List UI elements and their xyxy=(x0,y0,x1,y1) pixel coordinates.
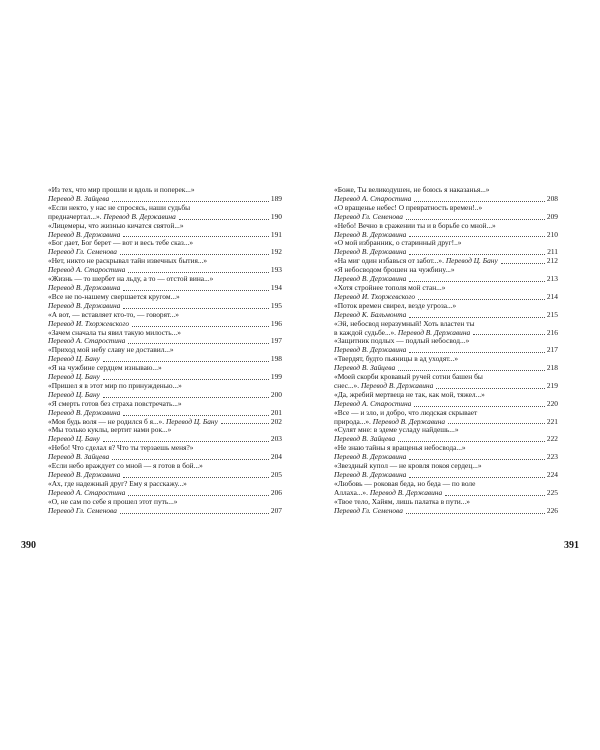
toc-entry xyxy=(334,302,558,320)
toc-page-number: 207 xyxy=(270,505,282,515)
translator-credit: Перевод В. Державина xyxy=(334,345,407,355)
toc-entry xyxy=(48,444,282,462)
dot-leader xyxy=(409,254,545,255)
toc-page-number: 226 xyxy=(546,505,558,515)
toc-page-number: 201 xyxy=(270,407,282,417)
translator-credit: Перевод В. Державина xyxy=(48,300,121,310)
toc-entry xyxy=(48,311,282,329)
poem-first-line: «Если небо враждует со мной — я готов в бой...» xyxy=(48,461,203,471)
dot-leader xyxy=(409,236,545,237)
poem-first-line: «О мой избранник, о старинный друг!..» xyxy=(334,238,462,248)
toc-page-number: 211 xyxy=(547,247,558,257)
toc-entry xyxy=(48,204,282,222)
translator-credit: Перевод В. Державина xyxy=(334,470,407,479)
poem-first-line: «Боже, Ты великодушен, не боюсь я наказанья...» xyxy=(334,185,490,194)
toc-entry xyxy=(48,400,282,418)
toc-page-number: 199 xyxy=(270,372,282,382)
toc-entry xyxy=(48,426,282,444)
poem-first-line-end: в каждой судьбе...». xyxy=(334,327,397,337)
poem-first-line: «Ах, где надежный друг? Ему я расскажу...» xyxy=(48,478,187,488)
toc-entry xyxy=(334,391,558,409)
toc-page-number: 218 xyxy=(546,363,558,373)
translator-credit: Перевод В. Державина xyxy=(397,327,471,337)
toc-page-number: 221 xyxy=(546,416,558,426)
toc-entry xyxy=(48,275,282,293)
toc-page-number: 198 xyxy=(270,354,282,364)
toc-page-number: 191 xyxy=(270,229,282,239)
toc-page-number: 200 xyxy=(270,389,282,399)
poem-first-line: «Бог дает, Бог берет — вот и весь тебе сказ...» xyxy=(48,238,194,248)
translator-credit: Перевод А. Старостина xyxy=(334,193,412,203)
translator-credit: Перевод Ц. Бану xyxy=(445,256,498,266)
translator-credit: Перевод В. Зайцева xyxy=(48,452,110,462)
toc-page-number: 202 xyxy=(270,416,282,426)
poem-first-line: «Я на чужбине сердцем изнываю...» xyxy=(48,363,162,373)
poem-first-line: «Все — и зло, и добро, что людская скрывает xyxy=(334,407,478,417)
toc-entry xyxy=(334,284,558,302)
toc-page-number: 213 xyxy=(546,274,558,284)
toc-entry-row xyxy=(48,507,282,516)
poem-first-line: «Сулят мне: в эдеме усладу найдешь...» xyxy=(334,425,459,435)
dot-leader xyxy=(473,334,545,335)
dot-leader xyxy=(501,263,545,264)
toc-entry xyxy=(334,266,558,284)
translator-credit: Перевод Ц. Бану xyxy=(165,416,218,426)
toc-entry xyxy=(334,222,558,240)
toc-entry xyxy=(48,498,282,516)
poem-first-line: «А вот, — вставляет кто-то, — говорят...» xyxy=(48,309,179,319)
toc-entry xyxy=(334,320,558,338)
poem-first-line: «О вращенье небес! О превратность времен!..» xyxy=(334,202,483,212)
translator-credit: Перевод Ц. Бану xyxy=(48,434,100,444)
toc-entry xyxy=(334,462,558,480)
poem-first-line-end: «Моя будь воля — не родился б я...». xyxy=(48,416,165,426)
poem-first-line: «Поток времен свирел, везде угроза...» xyxy=(334,300,457,310)
dot-leader xyxy=(398,370,545,371)
poem-first-line-end: предначертал...». xyxy=(48,211,102,221)
dot-leader xyxy=(128,343,269,344)
dot-leader xyxy=(103,379,269,380)
page-number-right: 391 xyxy=(564,540,579,551)
translator-credit: Перевод В. Державина xyxy=(48,282,121,292)
dot-leader xyxy=(123,290,269,291)
poem-first-line: «Нет, никто не раскрывал тайн извечных бытия...» xyxy=(48,256,208,266)
toc-page-number: 193 xyxy=(270,265,282,275)
dot-leader xyxy=(409,477,545,478)
dot-leader xyxy=(414,406,545,407)
poem-first-line: «Твое тело, Хайям, лишь палатка в пути...» xyxy=(334,496,471,506)
translator-credit: Перевод Гл. Семенова xyxy=(48,247,117,257)
translator-credit: Перевод В. Державина xyxy=(334,452,407,462)
toc-entry xyxy=(48,480,282,498)
toc-page-number: 212 xyxy=(546,256,558,266)
poem-first-line: «Да, жребий мертвеца не так, как мой, тяжел...» xyxy=(334,389,485,399)
translator-credit: Перевод Ц. Бану xyxy=(48,389,100,399)
toc-entry xyxy=(334,498,558,516)
poem-first-line: «Любовь — роковая беда, но беда — по воле xyxy=(334,478,476,488)
translator-credit: Перевод Ц. Бану xyxy=(48,354,100,364)
dot-leader xyxy=(448,423,545,424)
dot-leader xyxy=(132,326,269,327)
poem-first-line-end: «На миг один избавься от забот...». xyxy=(334,256,444,266)
dot-leader xyxy=(398,441,545,442)
translator-credit: Перевод В. Державина xyxy=(334,229,407,239)
poem-first-line: «Моей скорби кровавый ручей сотни башен бы xyxy=(334,372,483,382)
dot-leader xyxy=(103,361,269,362)
translator-credit: Перевод Гл. Семенова xyxy=(334,505,403,515)
poem-first-line: «Пришел я в этот мир по принужденью...» xyxy=(48,380,182,390)
toc-entry-row xyxy=(334,507,558,516)
dot-leader xyxy=(406,513,545,514)
toc-page-number: 204 xyxy=(270,452,282,462)
translator-credit: Перевод В. Державина xyxy=(48,407,121,417)
poem-first-line: «Небо! Вечно в сражении ты и в борьбе со мной...» xyxy=(334,220,496,230)
toc-entry xyxy=(48,462,282,480)
translator-credit: Перевод В. Зайцева xyxy=(334,434,396,444)
dot-leader xyxy=(103,441,269,442)
translator-credit: Перевод В. Державина xyxy=(103,211,176,221)
left-page-contents xyxy=(48,186,282,516)
dot-leader xyxy=(112,459,269,460)
poem-first-line: «О, не сам по себе я прошел этот путь...» xyxy=(48,496,178,506)
toc-page-number: 196 xyxy=(270,318,282,328)
poem-first-line: «Мы только куклы, вертит нами рок...» xyxy=(48,425,172,435)
toc-page-number: 216 xyxy=(546,327,558,337)
translator-credit: Перевод В. Державина xyxy=(334,247,407,257)
dot-leader xyxy=(409,281,545,282)
translator-credit: Перевод А. Старостина xyxy=(48,265,126,275)
dot-leader xyxy=(123,477,269,478)
toc-entry xyxy=(334,409,558,427)
toc-entry xyxy=(334,373,558,391)
dot-leader xyxy=(409,352,545,353)
poem-first-line: «Зачем сначала ты явил такую милость...» xyxy=(48,327,181,337)
poem-first-line: «Приход мой небу славу не доставил...» xyxy=(48,345,174,355)
toc-entry xyxy=(334,355,558,373)
dot-leader xyxy=(179,219,269,220)
toc-page-number: 206 xyxy=(270,487,282,497)
poem-first-line: «Если некто, у нас не спросясь, наши судьбы xyxy=(48,202,191,212)
dot-leader xyxy=(120,513,269,514)
toc-page-number: 189 xyxy=(270,193,282,203)
toc-entry xyxy=(334,337,558,355)
toc-page-number: 217 xyxy=(546,345,558,355)
toc-entry xyxy=(334,239,558,257)
toc-page-number: 194 xyxy=(270,282,282,292)
poem-first-line-end: природа...». xyxy=(334,416,371,426)
toc-page-number: 215 xyxy=(546,309,558,319)
translator-credit: Перевод В. Зайцева xyxy=(334,363,396,373)
page-number-left: 390 xyxy=(21,540,36,551)
toc-page-number: 203 xyxy=(270,434,282,444)
translator-credit: Перевод В. Державина xyxy=(48,470,121,479)
toc-entry xyxy=(334,204,558,222)
toc-entry xyxy=(334,480,558,498)
translator-credit: Перевод В. Державина xyxy=(369,487,443,497)
dot-leader xyxy=(123,415,269,416)
toc-page-number: 195 xyxy=(270,300,282,310)
dot-leader xyxy=(120,254,269,255)
poem-first-line: «Из тех, что мир прошли и вдоль и поперек...» xyxy=(48,185,195,194)
toc-page-number: 192 xyxy=(270,247,282,257)
poem-first-line-end: снес...». xyxy=(334,380,360,390)
translator-credit: Перевод И. Тхоржевского xyxy=(48,318,130,328)
translator-credit: Перевод В. Державина xyxy=(48,229,121,239)
dot-leader xyxy=(409,459,545,460)
poem-first-line: «Звездный купол — не кровля покоя сердец...» xyxy=(334,461,482,471)
dot-leader xyxy=(123,308,269,309)
poem-first-line: «Я смерть готов без страха повстречать...» xyxy=(48,398,182,408)
toc-page-number: 190 xyxy=(270,211,282,221)
toc-page-number: 220 xyxy=(546,398,558,408)
dot-leader xyxy=(445,495,545,496)
poem-first-line: «Твердят, будто пьяницы в ад уходят...» xyxy=(334,354,459,364)
toc-entry xyxy=(48,293,282,311)
dot-leader xyxy=(406,219,545,220)
poem-first-line-end: Аллаха...». xyxy=(334,487,368,497)
toc-entry xyxy=(48,364,282,382)
toc-entry xyxy=(48,186,282,204)
toc-page-number: 225 xyxy=(546,487,558,497)
translator-credit: Перевод В. Державина xyxy=(334,274,407,284)
toc-entry xyxy=(48,222,282,240)
poem-first-line: «Я небосводом брошен на чужбину...» xyxy=(334,265,455,275)
toc-page-number: 222 xyxy=(546,434,558,444)
poem-first-line: «Все не по-нашему свершается кругом...» xyxy=(48,291,180,301)
toc-entry xyxy=(48,239,282,257)
translator-credit: Перевод В. Зайцева xyxy=(48,193,110,203)
dot-leader xyxy=(414,201,545,202)
translator-credit: Перевод И. Тхоржевского xyxy=(334,291,416,301)
toc-page-number: 223 xyxy=(546,452,558,462)
dot-leader xyxy=(221,423,269,424)
dot-leader xyxy=(103,397,269,398)
toc-page-number: 197 xyxy=(270,336,282,346)
toc-page-number: 219 xyxy=(546,380,558,390)
translator-credit: Перевод Ц. Бану xyxy=(48,372,100,382)
dot-leader xyxy=(112,201,269,202)
poem-first-line: «Лицемеры, что жизнью кичатся святой...» xyxy=(48,220,184,230)
toc-page-number: 214 xyxy=(546,291,558,301)
poem-first-line: «Небо! Что сделал я? Что ты терзаешь меня?» xyxy=(48,443,194,453)
toc-entry xyxy=(334,186,558,204)
translator-credit: Перевод В. Державина xyxy=(372,416,446,426)
dot-leader xyxy=(123,236,269,237)
toc-entry xyxy=(334,426,558,444)
translator-credit: Перевод А. Старостина xyxy=(334,398,412,408)
toc-page-number: 210 xyxy=(546,229,558,239)
dot-leader xyxy=(128,272,269,273)
toc-entry xyxy=(48,257,282,275)
dot-leader xyxy=(418,299,545,300)
toc-entry xyxy=(334,444,558,462)
toc-page-number: 209 xyxy=(546,211,558,221)
toc-entry xyxy=(48,329,282,347)
translator-credit: Перевод А. Старостина xyxy=(48,487,126,497)
translator-credit: Перевод В. Державина xyxy=(360,380,434,390)
dot-leader xyxy=(128,495,269,496)
translator-credit: Перевод А. Старостина xyxy=(48,336,126,346)
toc-page-number: 224 xyxy=(546,470,558,479)
poem-first-line: «Эй, небосвод неразумный! Хоть властен ты xyxy=(334,318,475,328)
translator-credit: Перевод К. Бальмонта xyxy=(334,309,407,319)
translator-credit: Перевод Гл. Семенова xyxy=(48,505,117,515)
toc-page-number: 205 xyxy=(270,470,282,479)
toc-page-number: 208 xyxy=(546,193,558,203)
dot-leader xyxy=(436,388,545,389)
toc-entry xyxy=(48,346,282,364)
poem-first-line: «Защитник подлых — подлый небосвод...» xyxy=(334,336,470,346)
poem-first-line: «Жизнь — то шербет на льду, а то — отстой вина...» xyxy=(48,274,214,284)
toc-entry xyxy=(48,382,282,400)
dot-leader xyxy=(409,317,545,318)
right-page-contents xyxy=(334,186,558,516)
translator-credit: Перевод Гл. Семенова xyxy=(334,211,403,221)
poem-first-line: «Хотя стройнее тополя мой стан...» xyxy=(334,282,446,292)
poem-first-line: «Не знаю тайны я вращенья небосвода...» xyxy=(334,443,466,453)
